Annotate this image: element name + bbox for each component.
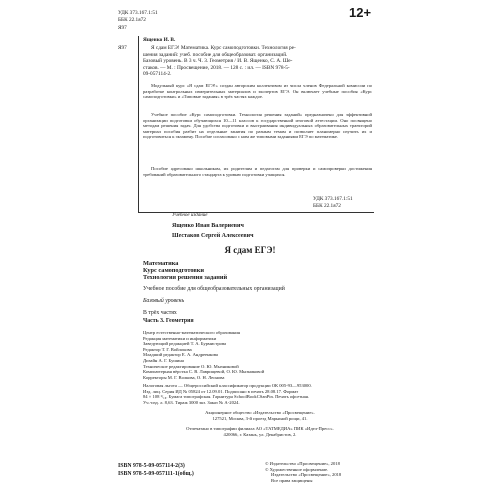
subseries-title: Технология решения заданий (143, 274, 228, 281)
card-udk: УДК 373.167.1:51 (313, 196, 353, 202)
copyright-line: © Художественное оформление. (265, 466, 329, 472)
editorial-staff (143, 330, 383, 380)
staff-line: Заведующий редакцией Т. А. Бурмистрова (143, 341, 227, 347)
card-author-heading: Ященко И. В. (143, 37, 176, 43)
copyright-line: Издательство «Просвещение», 2018 (271, 472, 342, 478)
isbn-part: ISBN 978-5-09-057114-2(3) (118, 463, 185, 469)
edition-type: Учебное издание (172, 213, 208, 218)
book-parts: В трёх частях (143, 310, 177, 316)
udk-code: УДК 373.167.1:51 (118, 10, 158, 16)
subject-title: Математика (143, 260, 179, 267)
publisher-info (130, 410, 390, 421)
age-rating-badge: 12+ (349, 5, 372, 20)
print-details (143, 383, 383, 405)
print-line: 84 × 108 ¹/₁₆. Бумага типографская. Гарнитура SchoolBookCSanPin. Печать офсетная. (143, 394, 309, 400)
printer-line: 420066, г. Казань, ул. Декабристов, 2. (223, 431, 297, 437)
card-left-border (138, 36, 139, 212)
staff-line: Редакция математики и информатики (143, 335, 217, 341)
series-title: Курс самоподготовки (143, 267, 205, 274)
staff-line: Центр естественно-математического образования (143, 330, 240, 335)
card-paragraph-course: Модульный курс «Я сдам ЕГЭ!» создан авторским коллективом из числа членов Федеральной комиссии по разработке контрольных измерительных материалов и экспертов ЕГЭ. Он включает учебные пособия «Курс самоподготовки» и «Типовые задания» в трёх частях каждое. (143, 83, 372, 100)
copyright-block (265, 461, 341, 483)
card-entry-line: шения заданий: учеб. пособие для общеобразоват. организаций. (143, 51, 288, 58)
staff-line: Дизайн А. Г. Бушина (143, 357, 184, 363)
card-entry-line: Я сдам ЕГЭ! Математика. Курс самоподготовки. Технология ре- (151, 45, 296, 51)
book-part: Часть 3. Геометрия (143, 318, 194, 324)
copyright-line: Все права защищены (271, 477, 313, 483)
copyright-line: © Издательство «Просвещение», 2018 (265, 461, 340, 466)
staff-line: Младший редактор Е. А. Андреенкова (143, 352, 218, 358)
card-paragraph-audience: Пособие адресовано школьникам, их родителям и педагогам для проверки и самопроверки достижения требований образовательного стандарта к уровню подготовки учащихся. (143, 166, 372, 177)
staff-line: Редактор Т. Г. Войлокова (143, 346, 192, 352)
book-title: Я сдам ЕГЭ! (224, 245, 276, 255)
isbn-general: ISBN 978-5-09-057111-1(общ.) (118, 471, 194, 477)
book-level: Базовый уровень (143, 298, 185, 304)
card-entry-line: Базовый уровень. В 3 ч. Ч. 3. Геометрия / И. В. Ященко, С. А. Ше- (143, 58, 293, 65)
staff-line: Корректоры М. Г. Волкова, О. Н. Леонова (143, 374, 225, 380)
printer-info (130, 426, 390, 437)
print-line: Налоговая льгота — Общероссийский классификатор продукции ОК 005-93—953000. (143, 383, 312, 388)
book-purpose: Учебное пособие для общеобразовательных организаций (143, 286, 285, 292)
bbk-code: ББК 22.1я72 (118, 17, 146, 23)
author-full-name-1: Ященко Иван Валериевич (172, 223, 244, 229)
print-line: Изд. лиц. Серия ИД № 05824 от 12.09.01. Подписано в печать 28.08.17. Формат (143, 388, 299, 394)
card-entry-line: стаков. — М. : Просвещение, 2018. — 128 с. : ил. — ISBN 978-5- (143, 64, 290, 71)
publisher-line: Акционерное общество «Издательство «Просвещение». (205, 410, 315, 415)
author-code: Я97 (118, 25, 127, 31)
card-entry (143, 45, 296, 78)
publisher-line: 127521, Москва, 3-й проезд Марьиной рощи, 41. (212, 415, 308, 421)
card-code: Я97 (118, 45, 127, 51)
card-paragraph-purpose: Учебное пособие «Курс самоподготовки. Технология решения заданий» предназначено для эффективной организации подготовки обучающихся 10—11 классов к государственной итоговой аттестации. Оно посвящено методам решения задач. Для удобства подготовки и выстраивания индивидуальных образовательных траекторий материал пособия разбит на отдельные занятия по разным темам и позволяет планомерно изучить их и подготовиться к экзамену. Пособие согласовано с ним же типовыми заданиями ЕГЭ по математике. (143, 112, 372, 140)
print-line: Уч.-изд. л. 8,63. Тираж 3000 экз. Заказ № А-2024. (143, 399, 240, 405)
card-bbk: ББК 22.1я72 (313, 203, 341, 209)
card-entry-line: 09-057114-2. (143, 71, 172, 78)
author-full-name-2: Шестаков Сергей Алексеевич (172, 233, 254, 239)
staff-line: Техническое редактирование О. Ю. Мызниковой (143, 363, 239, 369)
staff-line: Компьютерная вёрстка С. В. Лаврищевой, О. Ю. Мызниковой (143, 369, 265, 375)
printer-line: Отпечатано в типографии филиала АО «ТАТМЕДИА» ПИК «Идел-Пресс». (186, 426, 334, 431)
